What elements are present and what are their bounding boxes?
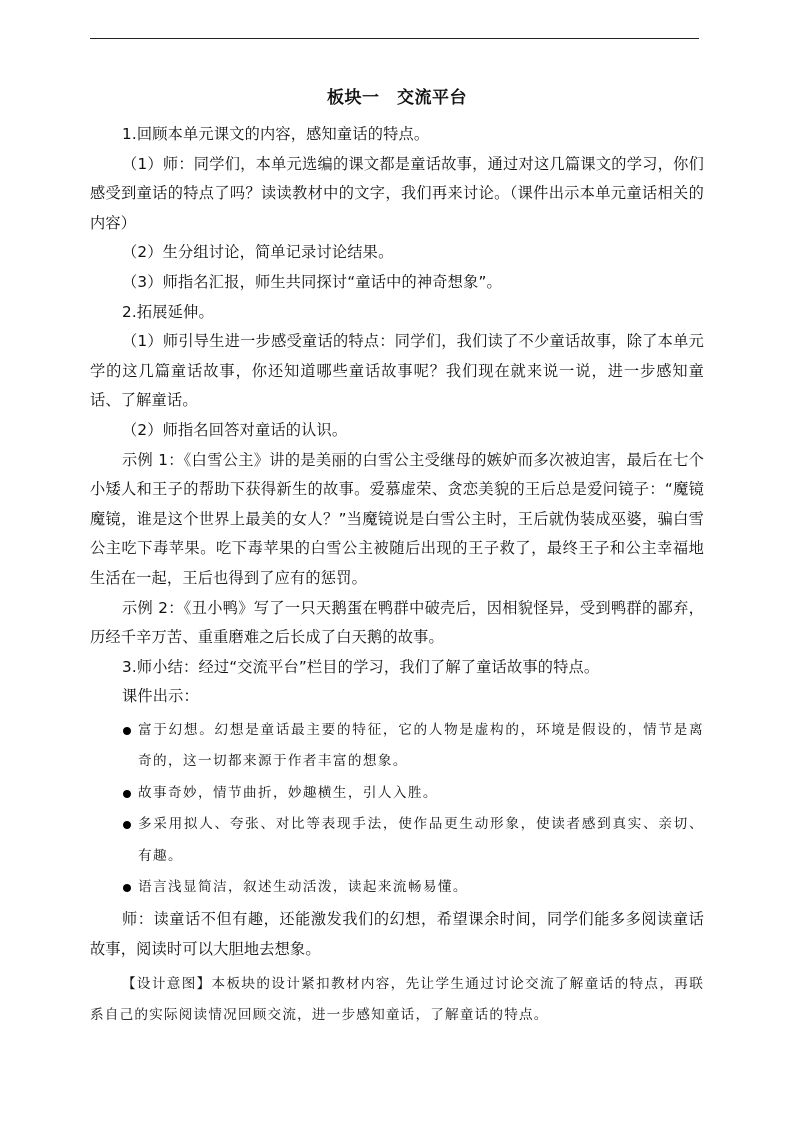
paragraph: （1）师引导生进一步感受童话的特点：同学们，我们读了不少童话故事，除了本单元学的这几篇童话故事，你还知道哪些童话故事呢？我们现在就来说一说，进一步感知童话、了解童话。 — [90, 332, 704, 410]
closing-paragraph: 师：读童话不但有趣，还能激发我们的幻想，希望课余时间，同学们能多多阅读童话故事，阅读时可以大胆地去想象。 — [90, 910, 704, 958]
bullet-item — [90, 778, 704, 809]
paragraph: 示例 1：《白雪公主》讲的是美丽的白雪公主受继母的嫉妒而多次被迫害，最后在七个小矮人和王子的帮助下获得新生的故事。爱慕虚荣、贪恋美貌的王后总是爱问镜子：“魔镜魔镜，谁是这个世界上最美的女人？”当魔镜说是白雪公主时，王后就伪装成巫婆，骗白雪公主吃下毒苹果。吃下毒苹果的白雪公主被随后出现的王子救了，最终王子和公主幸福地生活在一起，王后也得到了应有的惩罚。 — [90, 450, 704, 587]
header-rule — [90, 38, 699, 39]
bullet-dot-icon — [123, 821, 131, 829]
paragraph: （2）师指名回答对童话的认识。 — [122, 420, 348, 439]
paragraph: 课件出示： — [122, 687, 199, 706]
bullet-dot-icon — [123, 884, 131, 892]
paragraph: （3）师指名汇报，师生共同探讨“童话中的神奇想象”。 — [122, 272, 502, 291]
paragraph: 3.师小结：经过“交流平台”栏目的学习，我们了解了童话故事的特点。 — [122, 657, 600, 676]
paragraph: 2.拓展延伸。 — [122, 302, 214, 321]
bullet-dot-icon — [123, 790, 131, 798]
bullet-text: 语言浅显简洁，叙述生动活泼，读起来流畅易懂。 — [138, 878, 468, 895]
slide-bullet-list — [90, 715, 704, 903]
bullet-dot-icon — [123, 727, 131, 735]
paragraph: 示例 2：《丑小鸭》写了一只天鹅蛋在鸭群中破壳后，因相貌怪异，受到鸭群的鄙弃，历经千辛万苦、重重磨难之后长成了白天鹅的故事。 — [90, 598, 704, 647]
bullet-item — [90, 872, 704, 903]
page-title: 板块一 交流平台 — [327, 88, 467, 108]
bullet-text: 故事奇妙，情节曲折，妙趣横生，引人入胜。 — [138, 784, 438, 801]
paragraph: （2）生分组讨论，简单记录讨论结果。 — [122, 243, 394, 262]
bullet-item — [90, 715, 704, 778]
paragraph: （1）师：同学们，本单元选编的课文都是童话故事，通过对这几篇课文的学习，你们感受到童话的特点了吗？读读教材中的文字，我们再来讨论。（课件出示本单元童话相关的内容） — [90, 154, 704, 232]
bullet-text: 富于幻想。幻想是童话最主要的特征，它的人物是虚构的，环境是假设的，情节是离奇的，这一切都来源于作者丰富的想象。 — [138, 721, 704, 770]
paragraph: 1.回顾本单元课文的内容，感知童话的特点。 — [122, 125, 430, 143]
document-body — [90, 120, 704, 1044]
bullet-text: 多采用拟人、夸张、对比等表现手法，使作品更生动形象，使读者感到真实、亲切、有趣。 — [138, 816, 704, 864]
design-intent: 【设计意图】本板块的设计紧扣教材内容，先让学生通过讨论交流了解童话的特点，再联系自己的实际阅读情况回顾交流，进一步感知童话，了解童话的特点。 — [90, 975, 704, 1023]
bullet-item — [90, 809, 704, 872]
